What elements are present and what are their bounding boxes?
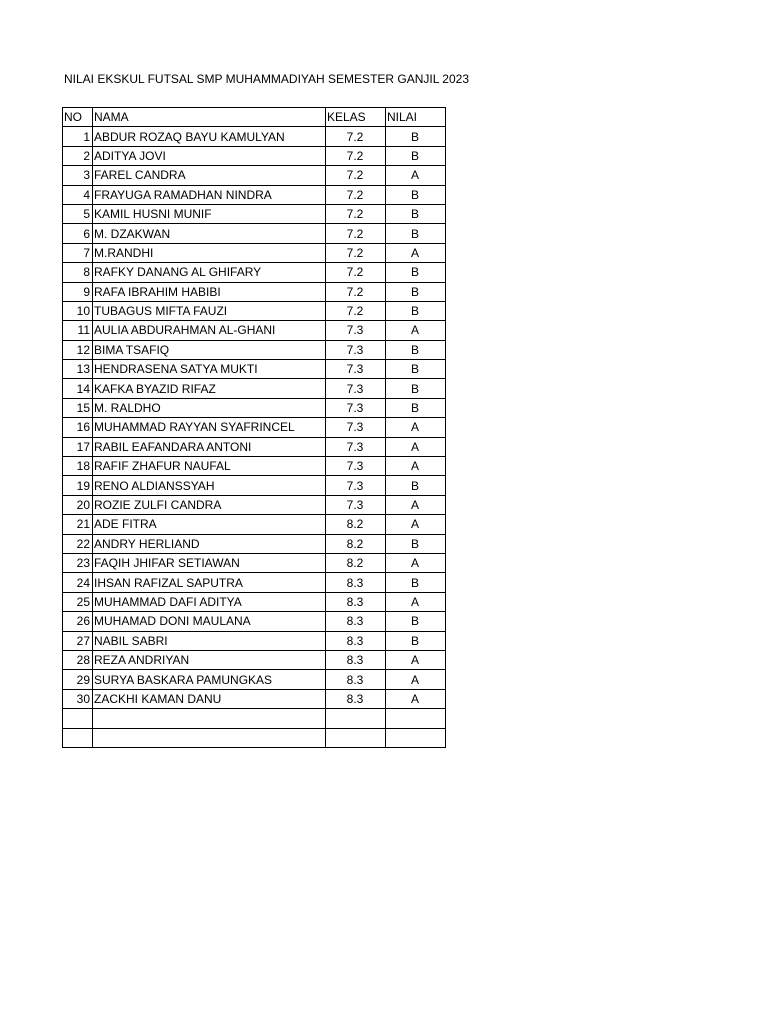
cell-no: 28	[63, 650, 93, 669]
table-row	[63, 631, 446, 650]
cell-nama: BIMA TSAFIQ	[93, 340, 326, 359]
cell-nama: RAFIF ZHAFUR NAUFAL	[93, 457, 326, 476]
table-row	[63, 689, 446, 708]
empty-table-row	[63, 728, 446, 747]
cell-kelas: 8.3	[326, 689, 386, 708]
cell-nama: RAFA IBRAHIM HABIBI	[93, 282, 326, 301]
cell-kelas: 7.2	[326, 185, 386, 204]
cell-nama: ADITYA JOVI	[93, 146, 326, 165]
table-row	[63, 670, 446, 689]
cell-kelas: 7.2	[326, 282, 386, 301]
header-nilai: NILAI	[386, 108, 446, 127]
header-kelas: KELAS	[326, 108, 386, 127]
cell-kelas: 8.3	[326, 592, 386, 611]
cell-no: 26	[63, 612, 93, 631]
table-row	[63, 301, 446, 320]
cell-nilai: B	[386, 360, 446, 379]
cell-kelas: 8.3	[326, 670, 386, 689]
cell-no: 27	[63, 631, 93, 650]
cell-kelas: 7.3	[326, 457, 386, 476]
cell-no: 21	[63, 515, 93, 534]
cell-nama: ADE FITRA	[93, 515, 326, 534]
cell-nilai: A	[386, 515, 446, 534]
table-row	[63, 573, 446, 592]
table-row	[63, 650, 446, 669]
cell-kelas: 7.3	[326, 418, 386, 437]
cell-no: 14	[63, 379, 93, 398]
empty-cell	[93, 709, 326, 728]
cell-nama: NABIL SABRI	[93, 631, 326, 650]
cell-kelas: 8.2	[326, 553, 386, 572]
cell-kelas: 8.3	[326, 631, 386, 650]
cell-nama: RABIL EAFANDARA ANTONI	[93, 437, 326, 456]
cell-nilai: A	[386, 650, 446, 669]
cell-no: 17	[63, 437, 93, 456]
cell-nilai: B	[386, 631, 446, 650]
table-row	[63, 166, 446, 185]
cell-no: 12	[63, 340, 93, 359]
cell-nilai: B	[386, 573, 446, 592]
empty-cell	[386, 728, 446, 747]
cell-nama: FAREL CANDRA	[93, 166, 326, 185]
cell-no: 3	[63, 166, 93, 185]
cell-nilai: B	[386, 282, 446, 301]
table-row	[63, 224, 446, 243]
cell-nama: M. DZAKWAN	[93, 224, 326, 243]
cell-nilai: A	[386, 592, 446, 611]
cell-no: 23	[63, 553, 93, 572]
cell-nilai: B	[386, 612, 446, 631]
table-row	[63, 127, 446, 146]
cell-nilai: B	[386, 301, 446, 320]
cell-kelas: 7.3	[326, 340, 386, 359]
cell-nama: RENO ALDIANSSYAH	[93, 476, 326, 495]
cell-nama: ANDRY HERLIAND	[93, 534, 326, 553]
cell-nama: MUHAMAD DONI MAULANA	[93, 612, 326, 631]
cell-kelas: 7.3	[326, 495, 386, 514]
table-row	[63, 418, 446, 437]
empty-cell	[93, 728, 326, 747]
cell-kelas: 7.3	[326, 360, 386, 379]
cell-kelas: 8.2	[326, 534, 386, 553]
table-row	[63, 476, 446, 495]
cell-nilai: B	[386, 204, 446, 223]
cell-no: 8	[63, 263, 93, 282]
cell-kelas: 7.2	[326, 204, 386, 223]
page-title: NILAI EKSKUL FUTSAL SMP MUHAMMADIYAH SEMESTER GANJIL 2023	[64, 72, 469, 86]
header-nama: NAMA	[93, 108, 326, 127]
cell-nama: ABDUR ROZAQ BAYU KAMULYAN	[93, 127, 326, 146]
cell-kelas: 7.3	[326, 476, 386, 495]
table-row	[63, 495, 446, 514]
cell-nilai: A	[386, 243, 446, 262]
cell-nama: M. RALDHO	[93, 398, 326, 417]
cell-no: 11	[63, 321, 93, 340]
table-row	[63, 553, 446, 572]
cell-nilai: B	[386, 398, 446, 417]
cell-nama: MUHAMMAD RAYYAN SYAFRINCEL	[93, 418, 326, 437]
table-row	[63, 379, 446, 398]
cell-kelas: 7.2	[326, 146, 386, 165]
table-row	[63, 185, 446, 204]
cell-nilai: B	[386, 185, 446, 204]
cell-nilai: A	[386, 670, 446, 689]
cell-nama: KAFKA BYAZID RIFAZ	[93, 379, 326, 398]
cell-no: 25	[63, 592, 93, 611]
empty-table-row	[63, 709, 446, 728]
cell-nama: KAMIL HUSNI MUNIF	[93, 204, 326, 223]
empty-cell	[63, 728, 93, 747]
cell-nilai: A	[386, 553, 446, 572]
cell-nama: RAFKY DANANG AL GHIFARY	[93, 263, 326, 282]
cell-nilai: B	[386, 146, 446, 165]
cell-no: 2	[63, 146, 93, 165]
table-row	[63, 437, 446, 456]
cell-no: 15	[63, 398, 93, 417]
cell-no: 29	[63, 670, 93, 689]
cell-no: 22	[63, 534, 93, 553]
cell-nama: REZA ANDRIYAN	[93, 650, 326, 669]
cell-kelas: 8.2	[326, 515, 386, 534]
grades-table	[62, 107, 446, 748]
cell-nilai: A	[386, 418, 446, 437]
cell-no: 20	[63, 495, 93, 514]
cell-nama: M.RANDHI	[93, 243, 326, 262]
table-row	[63, 612, 446, 631]
cell-no: 4	[63, 185, 93, 204]
cell-no: 5	[63, 204, 93, 223]
cell-nilai: A	[386, 166, 446, 185]
cell-nama: FAQIH JHIFAR SETIAWAN	[93, 553, 326, 572]
cell-no: 18	[63, 457, 93, 476]
empty-cell	[386, 709, 446, 728]
empty-cell	[326, 728, 386, 747]
cell-nilai: B	[386, 340, 446, 359]
cell-kelas: 8.3	[326, 650, 386, 669]
cell-nilai: B	[386, 476, 446, 495]
table-row	[63, 592, 446, 611]
cell-kelas: 7.2	[326, 166, 386, 185]
empty-cell	[63, 709, 93, 728]
cell-nama: ROZIE ZULFI CANDRA	[93, 495, 326, 514]
table-row	[63, 457, 446, 476]
cell-nilai: A	[386, 321, 446, 340]
cell-no: 30	[63, 689, 93, 708]
cell-nama: ZACKHI KAMAN DANU	[93, 689, 326, 708]
cell-nama: HENDRASENA SATYA MUKTI	[93, 360, 326, 379]
cell-kelas: 7.3	[326, 321, 386, 340]
cell-kelas: 7.2	[326, 301, 386, 320]
table-row	[63, 146, 446, 165]
empty-cell	[326, 709, 386, 728]
cell-kelas: 7.3	[326, 437, 386, 456]
cell-no: 10	[63, 301, 93, 320]
cell-no: 16	[63, 418, 93, 437]
cell-nilai: A	[386, 437, 446, 456]
cell-no: 6	[63, 224, 93, 243]
cell-nilai: B	[386, 224, 446, 243]
cell-kelas: 7.3	[326, 398, 386, 417]
cell-kelas: 8.3	[326, 612, 386, 631]
grades-table-body	[63, 108, 446, 748]
table-row	[63, 340, 446, 359]
table-row	[63, 263, 446, 282]
cell-kelas: 7.2	[326, 224, 386, 243]
header-no: NO	[63, 108, 93, 127]
cell-no: 1	[63, 127, 93, 146]
cell-nama: SURYA BASKARA PAMUNGKAS	[93, 670, 326, 689]
table-row	[63, 515, 446, 534]
cell-no: 7	[63, 243, 93, 262]
table-row	[63, 204, 446, 223]
cell-nilai: B	[386, 379, 446, 398]
cell-no: 13	[63, 360, 93, 379]
cell-kelas: 7.2	[326, 263, 386, 282]
table-row	[63, 321, 446, 340]
table-row	[63, 398, 446, 417]
cell-nama: FRAYUGA RAMADHAN NINDRA	[93, 185, 326, 204]
cell-nilai: A	[386, 689, 446, 708]
cell-kelas: 7.2	[326, 127, 386, 146]
table-row	[63, 243, 446, 262]
cell-nama: AULIA ABDURAHMAN AL-GHANI	[93, 321, 326, 340]
cell-nilai: B	[386, 127, 446, 146]
cell-kelas: 7.2	[326, 243, 386, 262]
cell-nilai: B	[386, 263, 446, 282]
cell-no: 19	[63, 476, 93, 495]
cell-no: 24	[63, 573, 93, 592]
cell-nama: TUBAGUS MIFTA FAUZI	[93, 301, 326, 320]
cell-nilai: A	[386, 457, 446, 476]
cell-kelas: 7.3	[326, 379, 386, 398]
cell-nilai: B	[386, 534, 446, 553]
table-header-row	[63, 108, 446, 127]
table-row	[63, 282, 446, 301]
cell-no: 9	[63, 282, 93, 301]
table-row	[63, 534, 446, 553]
cell-nama: MUHAMMAD DAFI ADITYA	[93, 592, 326, 611]
cell-nilai: A	[386, 495, 446, 514]
table-row	[63, 360, 446, 379]
cell-kelas: 8.3	[326, 573, 386, 592]
cell-nama: IHSAN RAFIZAL SAPUTRA	[93, 573, 326, 592]
